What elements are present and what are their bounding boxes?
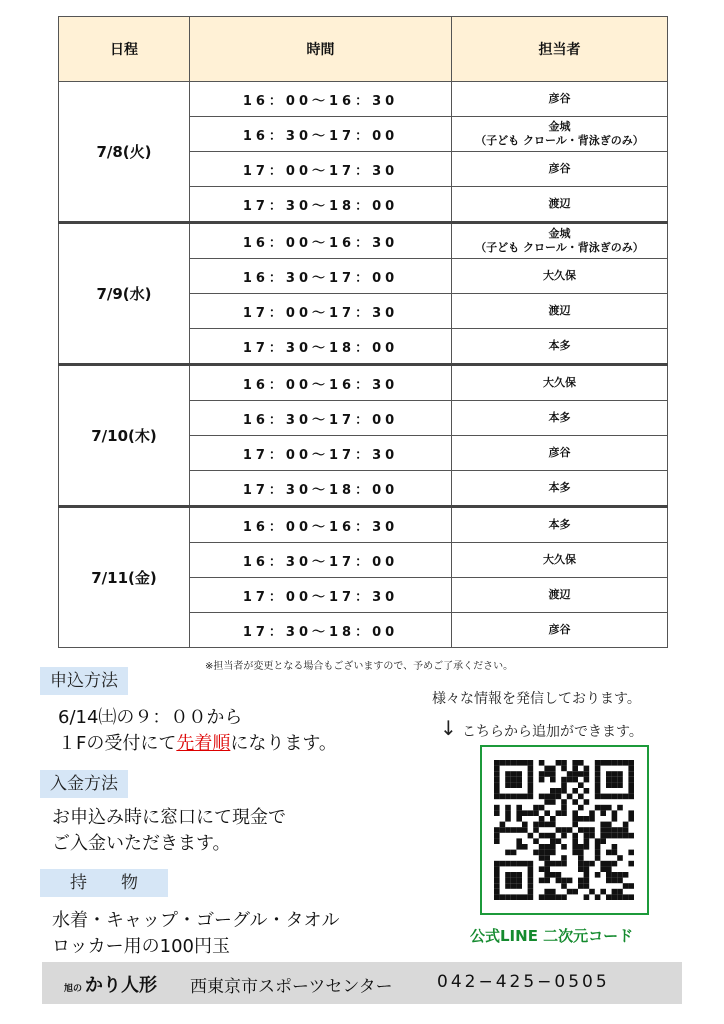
application-line1: 6/14㈯の９：００から [58,707,243,728]
slot-staff: 本多 [452,507,668,543]
day-date: 7/10(木) [59,365,190,507]
qr-code-icon [494,760,634,900]
schedule-row [59,223,668,259]
staff-change-note: ※担当者が変更となる場合もございますので、予めご了承ください。 [205,661,514,672]
slot-staff: 彦谷 [452,436,668,471]
header-staff: 担当者 [452,17,668,82]
slot-time: 17：00～17：30 [190,578,452,613]
slot-time: 17：30～18：00 [190,329,452,365]
slot-staff: 彦谷 [452,613,668,648]
application-line2 [58,731,337,757]
slot-staff: 渡辺 [452,187,668,223]
slot-time: 17：00～17：30 [190,436,452,471]
slot-staff: 渡辺 [452,294,668,329]
slot-staff: 金城 （子ども クロール・背泳ぎのみ） [452,223,668,259]
slot-staff: 大久保 [452,259,668,294]
slot-time: 16：30～17：00 [190,543,452,578]
slot-time: 16：00～16：30 [190,82,452,117]
slot-staff: 彦谷 [452,82,668,117]
first-come-highlight: 先着順 [176,733,231,754]
application-line2-suffix: になります。 [230,733,337,754]
info-line1: 様々な情報を発信しております。 [432,691,641,707]
slot-time: 16：00～16：30 [190,365,452,401]
belongings-line1: 水着・キャップ・ゴーグル・タオル [52,910,340,931]
slot-time: 17：30～18：00 [190,613,452,648]
footer-bar [42,962,682,1004]
day-date: 7/11(金) [59,507,190,648]
day-date: 7/8(火) [59,82,190,223]
schedule-row [59,507,668,543]
schedule-row [59,365,668,401]
schedule-row [59,82,668,117]
header-date: 日程 [59,17,190,82]
payment-label: 入金方法 [40,770,128,798]
slot-time: 16：30～17：00 [190,259,452,294]
slot-staff: 彦谷 [452,152,668,187]
line-qr-code[interactable] [480,745,649,915]
info-line2: こちらから追加ができます。 [462,724,643,740]
day-date: 7/9(水) [59,223,190,365]
slot-staff: 大久保 [452,365,668,401]
schedule-table [58,16,668,648]
application-text [58,705,337,757]
slot-staff: 本多 [452,329,668,365]
payment-line1: お申込み時に窓口にて現金で [52,807,286,828]
belongings-line2: ロッカー用の100円玉 [52,936,230,957]
slot-staff: 本多 [452,401,668,436]
slot-staff: 渡辺 [452,578,668,613]
facility-name: 西東京市スポーツセンター [190,977,393,997]
qr-caption: 公式LINE 二次元コード [470,927,634,945]
logo-prefix: 旭の [64,984,83,994]
header-time: 時間 [190,17,452,82]
belongings-text [52,908,339,960]
slot-time: 16：30～17：00 [190,401,452,436]
application-line2-prefix: １Fの受付にて [58,733,177,754]
slot-time: 17：00～17：30 [190,294,452,329]
belongings-label: 持 物 [40,869,168,897]
slot-time: 16：00～16：30 [190,507,452,543]
slot-time: 17：30～18：00 [190,471,452,507]
slot-time: 16：00～16：30 [190,223,452,259]
payment-text [52,805,286,857]
slot-staff: 本多 [452,471,668,507]
phone-number[interactable]: 042−425−0505 [437,972,610,992]
logo-text: かり人形 [85,975,158,996]
header-row [59,17,668,82]
down-arrow-icon: ↓ [440,716,457,740]
slot-time: 17：30～18：00 [190,187,452,223]
slot-staff: 金城 （子ども クロール・背泳ぎのみ） [452,117,668,152]
brand-logo [64,971,157,997]
slot-time: 16：30～17：00 [190,117,452,152]
schedule-body [59,82,668,648]
application-label: 申込方法 [40,667,128,695]
payment-line2: ご入金いただきます。 [52,833,231,854]
slot-staff: 大久保 [452,543,668,578]
slot-time: 17：00～17：30 [190,152,452,187]
